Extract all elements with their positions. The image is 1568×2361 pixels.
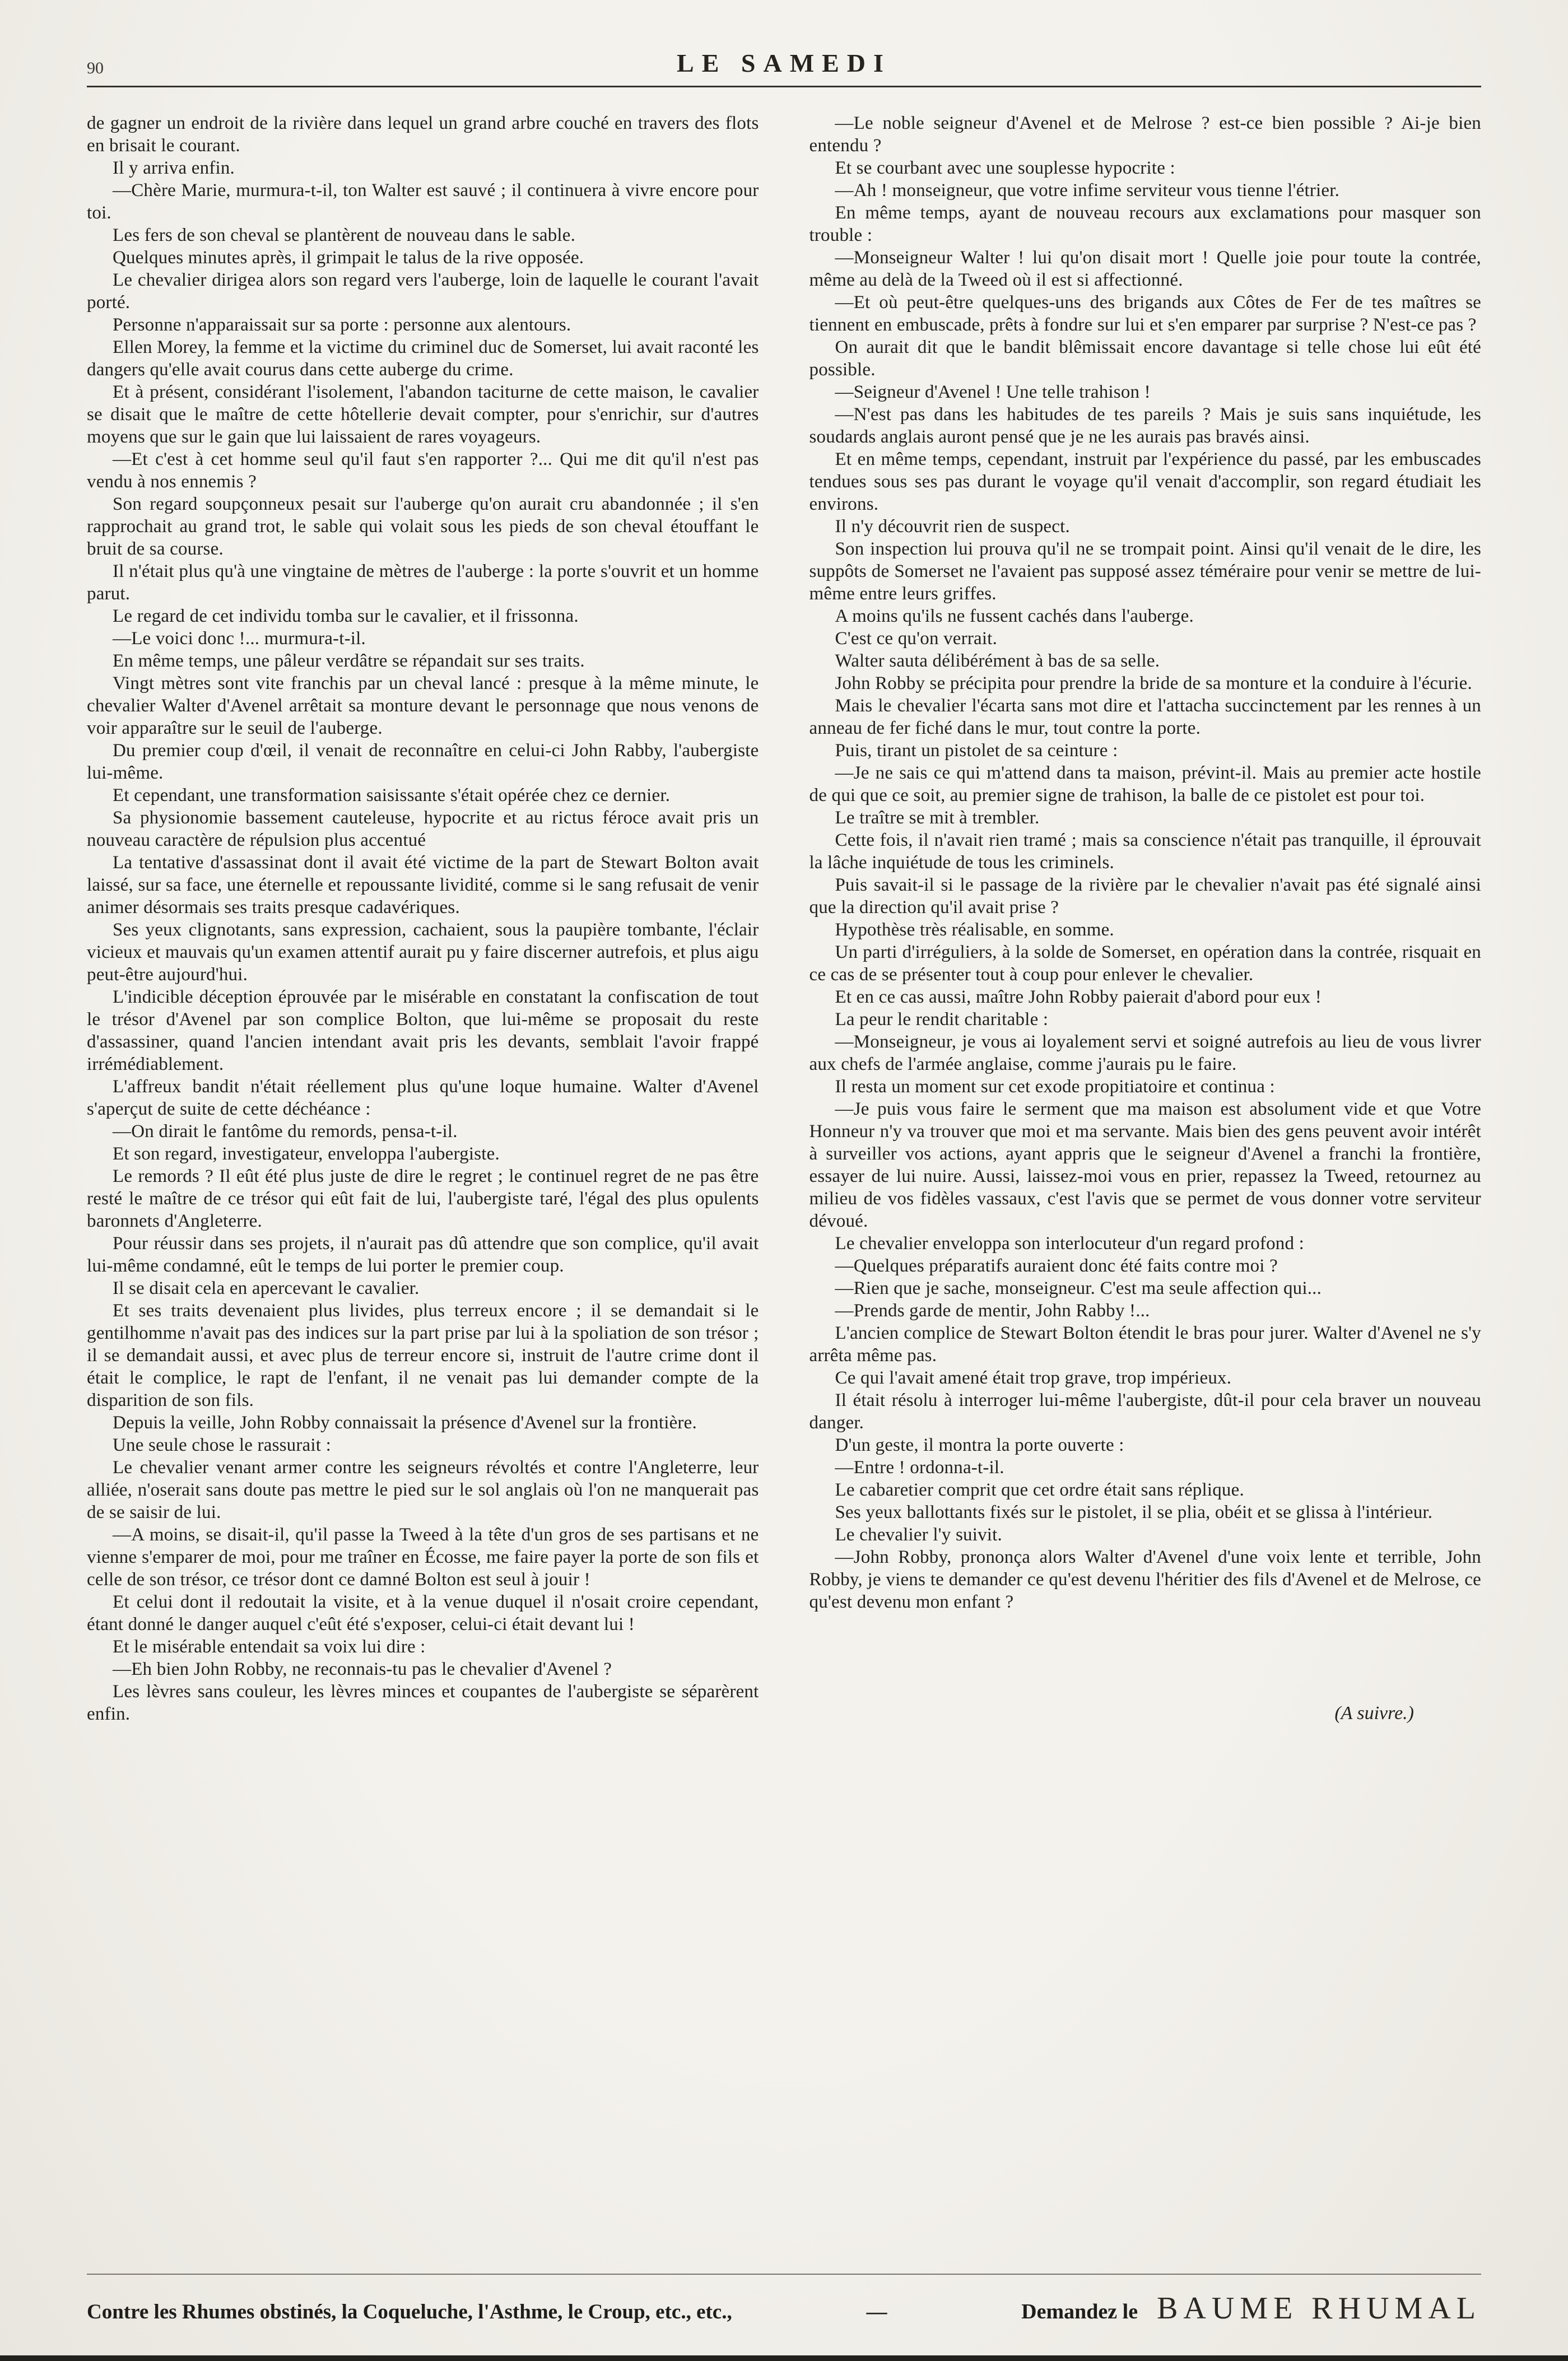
paragraph: Et se courbant avec une souplesse hypocrite :	[835, 158, 1175, 178]
paragraph: Sa physionomie bassement cauteleuse, hypocrite et au rictus féroce avait pris un nouveau caractère de répulsion plus accentué	[87, 808, 759, 850]
paragraph: C'est ce qu'on verrait.	[835, 628, 998, 649]
paragraph: de gagner un endroit de la rivière dans lequel un grand arbre couché en travers des flots en brisait le courant.	[87, 113, 759, 156]
paragraph: La peur le rendit charitable :	[835, 1009, 1049, 1030]
paragraph: —Monseigneur Walter ! lui qu'on disait mort ! Quelle joie pour toute la contrée, même au delà de la Tweed où il est si affectionné.	[809, 248, 1481, 290]
ad-lead-text: Contre les Rhumes obstinés, la Coqueluche, l'Asthme, le Croup, etc., etc.,	[87, 2301, 732, 2323]
page-header	[87, 0, 1481, 87]
masthead-title: LE SAMEDI	[677, 49, 891, 77]
paragraph: John Robby se précipita pour prendre la bride de sa monture et la conduire à l'écurie.	[835, 673, 1472, 693]
paragraph: Walter sauta délibérément à bas de sa selle.	[835, 651, 1160, 671]
paragraph: Hypothèse très réalisable, en somme.	[835, 920, 1114, 940]
paragraph: —Rien que je sache, monseigneur. C'est ma seule affection qui...	[835, 1278, 1322, 1298]
paragraph: —Chère Marie, murmura-t-il, ton Walter est sauvé ; il continuera à vivre encore pour toi.	[87, 180, 759, 223]
paragraph: Ellen Morey, la femme et la victime du criminel duc de Somerset, lui avait raconté les dangers qu'elle avait courus dans cette auberge du crime.	[87, 337, 759, 380]
paragraph: La tentative d'assassinat dont il avait été victime de la part de Stewart Bolton avait laissé, sur sa face, une éternelle et repoussante lividité, comme si le sang refusait de venir animer désormais ses traits presque cadavériques.	[87, 853, 759, 918]
paragraph: Et en ce cas aussi, maître John Robby paierait d'abord pour eux !	[835, 987, 1322, 1007]
left-column	[87, 112, 759, 1725]
paragraph: L'ancien complice de Stewart Bolton étendit le bras pour jurer. Walter d'Avenel ne s'y arrêta même pas.	[809, 1323, 1481, 1366]
paragraph: D'un geste, il montra la porte ouverte :	[835, 1435, 1124, 1455]
paragraph: Un parti d'irréguliers, à la solde de Somerset, en opération dans la contrée, risquait en ce cas de se présenter tout à coup pour enlever le chevalier.	[809, 942, 1481, 985]
paragraph: —Ah ! monseigneur, que votre infime serviteur vous tienne l'étrier.	[835, 180, 1340, 201]
paragraph: —Eh bien John Robby, ne reconnais-tu pas le chevalier d'Avenel ?	[113, 1659, 612, 1679]
paragraph: A moins qu'ils ne fussent cachés dans l'auberge.	[835, 606, 1194, 626]
paragraph: Et cependant, une transformation saisissante s'était opérée chez ce dernier.	[113, 785, 671, 805]
paragraph: Ses yeux ballottants fixés sur le pistolet, il se plia, obéit et se glissa à l'intérieur.	[835, 1502, 1433, 1522]
ad-demandez-text: Demandez le	[1021, 2300, 1138, 2323]
paragraph: Les fers de son cheval se plantèrent de nouveau dans le sable.	[113, 225, 576, 245]
paragraph: L'affreux bandit n'était réellement plus qu'une loque humaine. Walter d'Avenel s'aperçut de suite de cette déchéance :	[87, 1077, 759, 1119]
ad-brand-name: BAUME RHUMAL	[1157, 2291, 1481, 2326]
paragraph: —N'est pas dans les habitudes de tes pareils ? Mais je suis sans inquiétude, les soudards anglais auront pensé que je ne les aurais pas bravés ainsi.	[809, 404, 1481, 447]
paragraph: En même temps, ayant de nouveau recours aux exclamations pour masquer son trouble :	[809, 203, 1481, 245]
paragraph: Son regard soupçonneux pesait sur l'auberge qu'on aurait cru abandonnée ; il s'en rapprochait au grand trot, le sable qui volait sous les pieds de son cheval étouffant le bruit de sa course.	[87, 494, 759, 559]
paragraph: Il n'y découvrit rien de suspect.	[835, 516, 1070, 537]
ad-call-to-action	[1021, 2290, 1481, 2326]
continuation-notice: (A suivre.)	[1334, 1703, 1414, 1724]
paragraph: Puis, tirant un pistolet de sa ceinture :	[835, 741, 1118, 761]
paragraph: On aurait dit que le bandit blêmissait encore davantage si telle chose lui eût été possible.	[809, 337, 1481, 380]
paragraph: Personne n'apparaissait sur sa porte : personne aux alentours.	[113, 315, 571, 335]
paragraph: —John Robby, prononça alors Walter d'Avenel d'une voix lente et terrible, John Robby, je viens te demander ce qu'est devenu l'héritier des fils d'Avenel et de Melrose, ce qu'est devenu mon enfant ?	[809, 1547, 1481, 1612]
paragraph: Du premier coup d'œil, il venait de reconnaître en celui-ci John Rabby, l'aubergiste lui-même.	[87, 741, 759, 783]
paragraph: Depuis la veille, John Robby connaissait la présence d'Avenel sur la frontière.	[113, 1413, 697, 1433]
paragraph: Le cabaretier comprit que cet ordre était sans réplique.	[835, 1480, 1244, 1500]
paragraph: Puis savait-il si le passage de la rivière par le chevalier n'avait pas été signalé ainsi que la direction qu'il avait prise ?	[809, 875, 1481, 918]
paragraph: Le regard de cet individu tomba sur le cavalier, et il frissonna.	[113, 606, 579, 626]
paragraph: —Prends garde de mentir, John Rabby !...	[835, 1301, 1150, 1321]
paragraph: —Et c'est à cet homme seul qu'il faut s'en rapporter ?... Qui me dit qu'il n'est pas vendu à nos ennemis ?	[87, 449, 759, 492]
paragraph: Une seule chose le rassurait :	[113, 1435, 331, 1455]
paragraph: Le traître se mit à trembler.	[835, 808, 1040, 828]
paragraph: Son inspection lui prouva qu'il ne se trompait point. Ainsi qu'il venait de le dire, les suppôts de Somerset ne l'avaient pas supposé assez téméraire pour venir se mettre de lui-même entre leurs griffes.	[809, 539, 1481, 604]
paragraph: —A moins, se disait-il, qu'il passe la Tweed à la tête d'un gros de ses partisans et ne vienne s'emparer de moi, pour me traîner en Écosse, me faire payer la porte de son fils et celle de son trésor, ce trésor dont ce damné Bolton est seul à jouir !	[87, 1525, 759, 1590]
advertisement-footer	[87, 2274, 1481, 2326]
paragraph: Le chevalier venant armer contre les seigneurs révoltés et contre l'Angleterre, leur alliée, n'oserait sans doute pas mettre le pied sur le sol anglais où l'on ne manquerait pas de se saisir de lui.	[87, 1457, 759, 1522]
paragraph: Le remords ? Il eût été plus juste de dire le regret ; le continuel regret de ne pas être resté le maître de ce trésor qui eût fait de lui, l'aubergiste taré, l'égal des plus opulents baronnets d'Angleterre.	[87, 1166, 759, 1231]
paragraph: —Je puis vous faire le serment que ma maison est absolument vide et que Votre Honneur n'y va trouver que moi et ma servante. Mais bien des gens peuvent avoir intérêt à surveiller vos actions, ayant appris que le seigneur d'Avenel a franchi la frontière, essayer de lui nuire. Aussi, laissez-moi vous en prier, repassez la Tweed, retournez au milieu de vos fidèles vassaux, c'est l'avis que se permet de vous donner votre serviteur dévoué.	[809, 1099, 1481, 1231]
paragraph: Et son regard, investigateur, enveloppa l'aubergiste.	[113, 1144, 500, 1164]
paragraph: En même temps, une pâleur verdâtre se répandait sur ses traits.	[113, 651, 585, 671]
article-body	[87, 112, 1481, 1725]
ad-separator-dash: —	[866, 2301, 887, 2323]
paragraph: —Le voici donc !... murmura-t-il.	[113, 628, 366, 649]
paragraph: Vingt mètres sont vite franchis par un cheval lancé : presque à la même minute, le chevalier Walter d'Avenel arrêtait sa monture devant le personnage que nous venons de voir apparaître sur le seuil de l'auberge.	[87, 673, 759, 738]
paragraph: Quelques minutes après, il grimpait le talus de la rive opposée.	[113, 248, 584, 268]
paragraph: —Seigneur d'Avenel ! Une telle trahison !	[835, 382, 1151, 402]
paragraph: Et le misérable entendait sa voix lui dire :	[113, 1637, 426, 1657]
paragraph: Il se disait cela en apercevant le cavalier.	[113, 1278, 420, 1298]
paragraph: Pour réussir dans ses projets, il n'aurait pas dû attendre que son complice, qu'il avait lui-même condamné, eût le temps de lui porter le premier coup.	[87, 1233, 759, 1276]
paragraph: —Et où peut-être quelques-uns des brigands aux Côtes de Fer de tes maîtres se tiennent en embuscade, prêts à fondre sur lui et s'en emparer par surprise ? N'est-ce pas ?	[809, 292, 1481, 335]
paragraph: Il n'était plus qu'à une vingtaine de mètres de l'auberge : la porte s'ouvrit et un homme parut.	[87, 561, 759, 604]
paragraph: Le chevalier l'y suivit.	[835, 1525, 1002, 1545]
paragraph: Ce qui l'avait amené était trop grave, trop impérieux.	[835, 1368, 1232, 1388]
paragraph: —Monseigneur, je vous ai loyalement servi et soigné autrefois au lieu de vous livrer aux chefs de l'armée anglaise, comme j'aurais pu le faire.	[809, 1032, 1481, 1074]
paragraph: Le chevalier enveloppa son interlocuteur d'un regard profond :	[835, 1233, 1305, 1254]
paragraph: Et celui dont il redoutait la visite, et à la venue duquel il n'osait croire cependant, étant donné le danger auquel c'eût été s'exposer, celui-ci était devant lui !	[87, 1592, 759, 1634]
paragraph: Il y arriva enfin.	[113, 158, 235, 178]
paragraph: —On dirait le fantôme du remords, pensa-t-il.	[113, 1121, 458, 1142]
paragraph: L'indicible déception éprouvée par le misérable en constatant la confiscation de tout le trésor d'Avenel par son complice Bolton, que lui-même se proposait du reste d'assassiner, quand l'ancien intendant avait pris les devants, semblait l'avoir frappé irrémédiablement.	[87, 987, 759, 1074]
paragraph: Le chevalier dirigea alors son regard vers l'auberge, loin de laquelle le courant l'avait porté.	[87, 270, 759, 313]
paragraph: Cette fois, il n'avait rien tramé ; mais sa conscience n'était pas tranquille, il éprouvait la lâche inquiétude de tous les criminels.	[809, 830, 1481, 873]
paragraph: —Le noble seigneur d'Avenel et de Melrose ? est-ce bien possible ? Ai-je bien entendu ?	[809, 113, 1481, 156]
paragraph: Les lèvres sans couleur, les lèvres minces et coupantes de l'aubergiste se séparèrent enfin.	[87, 1682, 759, 1724]
paragraph: Et ses traits devenaient plus livides, plus terreux encore ; il se demandait si le gentilhomme n'avait pas des indices sur la part prise par lui à la spoliation de son trésor ; il se demandait aussi, et avec plus de terreur encore si, instruit de l'autre crime dont il était le complice, le rapt de l'enfant, il ne venait pas lui demander compte de la disparition de son fils.	[87, 1301, 759, 1410]
right-column	[809, 112, 1482, 1725]
paragraph: Il resta un moment sur cet exode propitiatoire et continua :	[835, 1077, 1275, 1097]
right-column-text	[809, 112, 1482, 1613]
paragraph: Ses yeux clignotants, sans expression, cachaient, sous la paupière tombante, l'éclair vicieux et mauvais qu'un examen attentif aurait pu y faire discerner autrefois, et plus aigu peut-être aujourd'hui.	[87, 920, 759, 985]
paragraph: Et en même temps, cependant, instruit par l'expérience du passé, par les embuscades tendues sous ses pas durant le voyage qu'il venait d'accomplir, son regard étudiait les environs.	[809, 449, 1481, 514]
paragraph: —Quelques préparatifs auraient donc été faits contre moi ?	[835, 1256, 1278, 1276]
page-number: 90	[87, 59, 104, 77]
paragraph: Mais le chevalier l'écarta sans mot dire et l'attacha succinctement par les rennes à un anneau de fer fiché dans le mur, tout contre la porte.	[809, 696, 1481, 738]
paragraph: —Je ne sais ce qui m'attend dans ta maison, prévint-il. Mais au premier acte hostile de qui que ce soit, au premier signe de trahison, la balle de ce pistolet est pour toi.	[809, 763, 1481, 805]
paragraph: Il était résolu à interroger lui-même l'aubergiste, dût-il pour cela braver un nouveau danger.	[809, 1390, 1481, 1433]
paragraph: Et à présent, considérant l'isolement, l'abandon taciturne de cette maison, le cavalier se disait que le maître de cette hôtellerie devait compter, pour s'enrichir, sur d'autres moyens que sur le gain que lui laissaient de rares voyageurs.	[87, 382, 759, 447]
paragraph: —Entre ! ordonna-t-il.	[835, 1457, 1004, 1478]
